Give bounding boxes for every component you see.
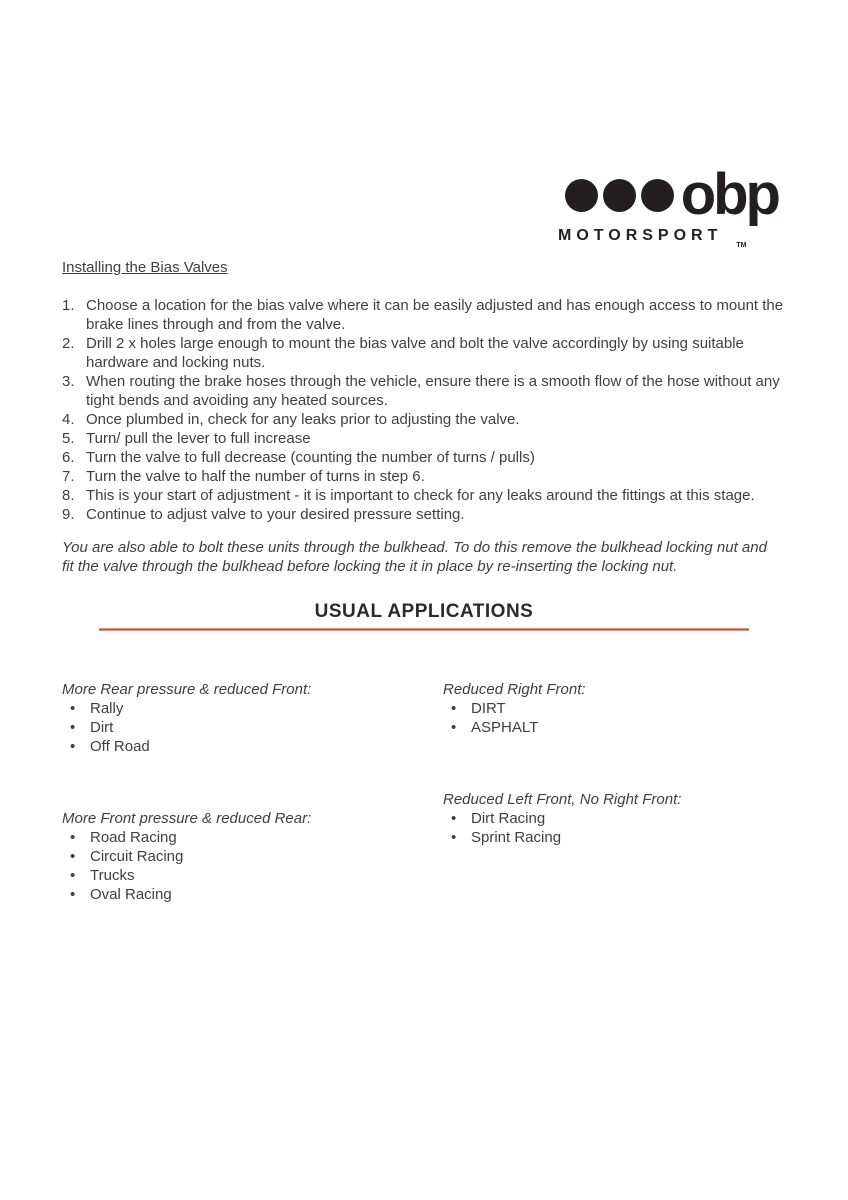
app-group-heading: Reduced Right Front:: [443, 681, 586, 698]
app-list-item: • Rally: [62, 699, 422, 718]
app-group-more-front-pressure: [62, 809, 422, 904]
logo-subtitle-text: MOTORSPORT: [558, 227, 723, 244]
step-number: 6.: [62, 449, 75, 466]
bulkhead-note: You are also able to bolt these units through the bulkhead. To do this remove the bulkhead locking nut and fit the valve through the bulkhead before locking the it in place by re-inserting the locking nut.: [62, 539, 767, 575]
step-number: 8.: [62, 487, 75, 504]
app-list-item: • DIRT: [443, 699, 803, 718]
app-list-item: • Oval Racing: [62, 885, 422, 904]
step-item: [62, 486, 786, 505]
app-list-item: • Trucks: [62, 866, 422, 885]
section-heading: Installing the Bias Valves: [62, 259, 228, 276]
app-list-item: • Sprint Racing: [443, 828, 803, 847]
app-list-item: • Dirt Racing: [443, 809, 803, 828]
logo-dot-icon: [603, 179, 636, 212]
app-list-item: • Off Road: [62, 737, 422, 756]
step-text: Turn the valve to half the number of turns in step 6.: [86, 468, 425, 485]
app-group-list: [443, 699, 803, 737]
app-group-list: [62, 699, 422, 756]
step-text: Turn/ pull the lever to full increase: [86, 430, 311, 447]
step-item: [62, 505, 786, 524]
trademark-symbol: TM: [736, 242, 747, 249]
app-list-item: • Circuit Racing: [62, 847, 422, 866]
app-group-reduced-right-front: [443, 680, 803, 737]
step-item: [62, 372, 786, 410]
app-group-reduced-left-front: [443, 790, 803, 847]
step-number: 4.: [62, 411, 75, 428]
step-text: This is your start of adjustment - it is important to check for any leaks around the fittings at this stage.: [86, 487, 755, 504]
app-group-heading: More Rear pressure & reduced Front:: [62, 681, 312, 698]
app-group-heading: Reduced Left Front, No Right Front:: [443, 791, 682, 808]
app-list-item: • ASPHALT: [443, 718, 803, 737]
step-number: 1.: [62, 297, 75, 314]
app-group-list: [62, 828, 422, 904]
step-text: Drill 2 x holes large enough to mount the bias valve and bolt the valve accordingly by using suitable hardware and locking nuts.: [86, 335, 744, 371]
obp-motorsport-logo: [546, 162, 778, 249]
app-list-item: • Road Racing: [62, 828, 422, 847]
step-text: Turn the valve to full decrease (counting the number of turns / pulls): [86, 449, 535, 466]
app-list-item: • Dirt: [62, 718, 422, 737]
step-item: [62, 448, 786, 467]
step-number: 2.: [62, 335, 75, 352]
step-text: Choose a location for the bias valve where it can be easily adjusted and has enough access to mount the brake lines through and from the valve.: [86, 297, 784, 333]
step-item: [62, 296, 786, 334]
step-item: [62, 334, 786, 372]
logo-brand-text: obp: [680, 162, 778, 227]
step-item: [62, 429, 786, 448]
step-text: Once plumbed in, check for any leaks prior to adjusting the valve.: [86, 411, 520, 428]
logo-dot-icon: [641, 179, 674, 212]
app-group-more-rear-pressure: [62, 680, 422, 756]
step-item: [62, 410, 786, 429]
step-text: Continue to adjust valve to your desired pressure setting.: [86, 506, 465, 523]
installation-steps-list: [62, 296, 786, 524]
logo-dots-row: [546, 162, 778, 227]
step-number: 5.: [62, 430, 75, 447]
step-number: 9.: [62, 506, 75, 523]
step-number: 3.: [62, 373, 75, 390]
app-group-heading: More Front pressure & reduced Rear:: [62, 810, 312, 827]
step-item: [62, 467, 786, 486]
app-group-list: [443, 809, 803, 847]
logo-subtitle-row: [546, 227, 778, 249]
step-number: 7.: [62, 468, 75, 485]
step-text: When routing the brake hoses through the vehicle, ensure there is a smooth flow of the hose without any tight bends and avoiding any heated sources.: [86, 373, 780, 409]
logo-dot-icon: [565, 179, 598, 212]
document-body: [62, 258, 786, 931]
applications-grid: [62, 631, 786, 931]
usual-applications-title: USUAL APPLICATIONS: [314, 601, 534, 622]
